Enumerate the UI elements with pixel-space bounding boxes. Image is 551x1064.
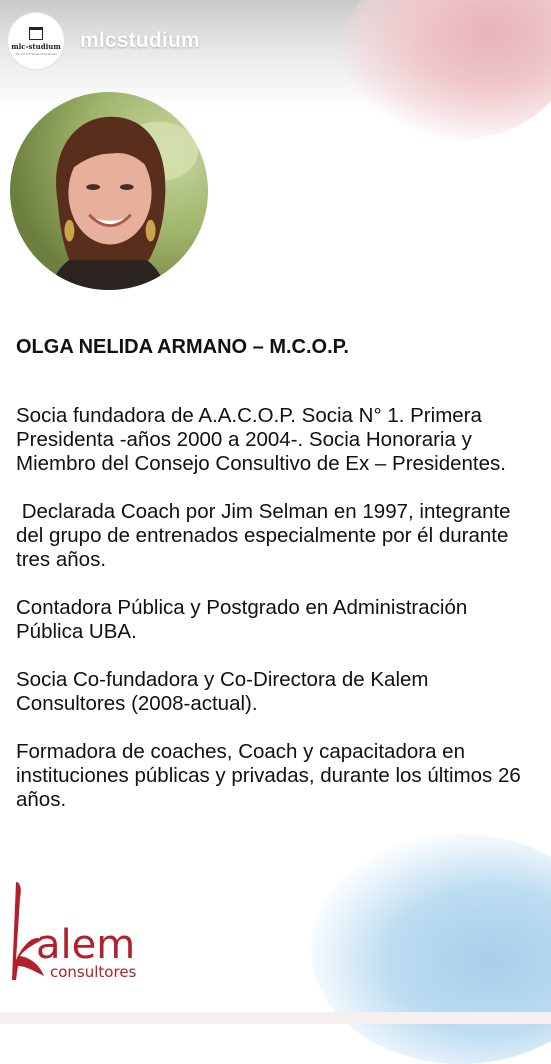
account-avatar[interactable] <box>8 13 64 69</box>
logo-word: alem <box>36 922 136 968</box>
mlc-studium-logo-icon <box>29 27 43 40</box>
account-username[interactable]: mlcstudium <box>80 29 200 52</box>
avatar-brand: mlc-studium <box>11 41 61 51</box>
bio-list <box>16 404 536 836</box>
pink-watercolor-decoration <box>341 0 551 140</box>
bio-paragraph: Declarada Coach por Jim Selman en 1997, integrante del grupo de entrenados especialmente por él durante tres años. <box>16 500 517 571</box>
bottom-strip <box>0 1012 551 1024</box>
bio-paragraph: Socia Co-fundadora y Co-Directora de Kalem Consultores (2008-actual). <box>16 668 435 715</box>
bio-paragraph: Socia fundadora de A.A.C.O.P. Socia N° 1. Primera Presidenta -años 2000 a 2004-. Socia Honoraria y Miembro del Consejo Consultivo de Ex – Presidentes. <box>16 404 506 475</box>
profile-name: OLGA NELIDA ARMANO – M.C.O.P. <box>16 336 349 358</box>
kalem-consultores-logo <box>10 880 160 990</box>
blue-watercolor-decoration <box>311 834 551 1064</box>
avatar-tagline: The Art of Transforming Stories <box>15 51 57 56</box>
logo-subtitle: consultores <box>50 963 137 981</box>
bio-paragraph: Contadora Pública y Postgrado en Administración Pública UBA. <box>16 596 473 643</box>
bio-paragraph: Formadora de coaches, Coach y capacitadora en instituciones públicas y privadas, durante los últimos 26 años. <box>16 740 527 811</box>
kalem-logo-graphic <box>10 880 160 990</box>
portrait-illustration <box>10 92 208 290</box>
profile-portrait <box>10 92 208 290</box>
story-header <box>8 12 200 70</box>
